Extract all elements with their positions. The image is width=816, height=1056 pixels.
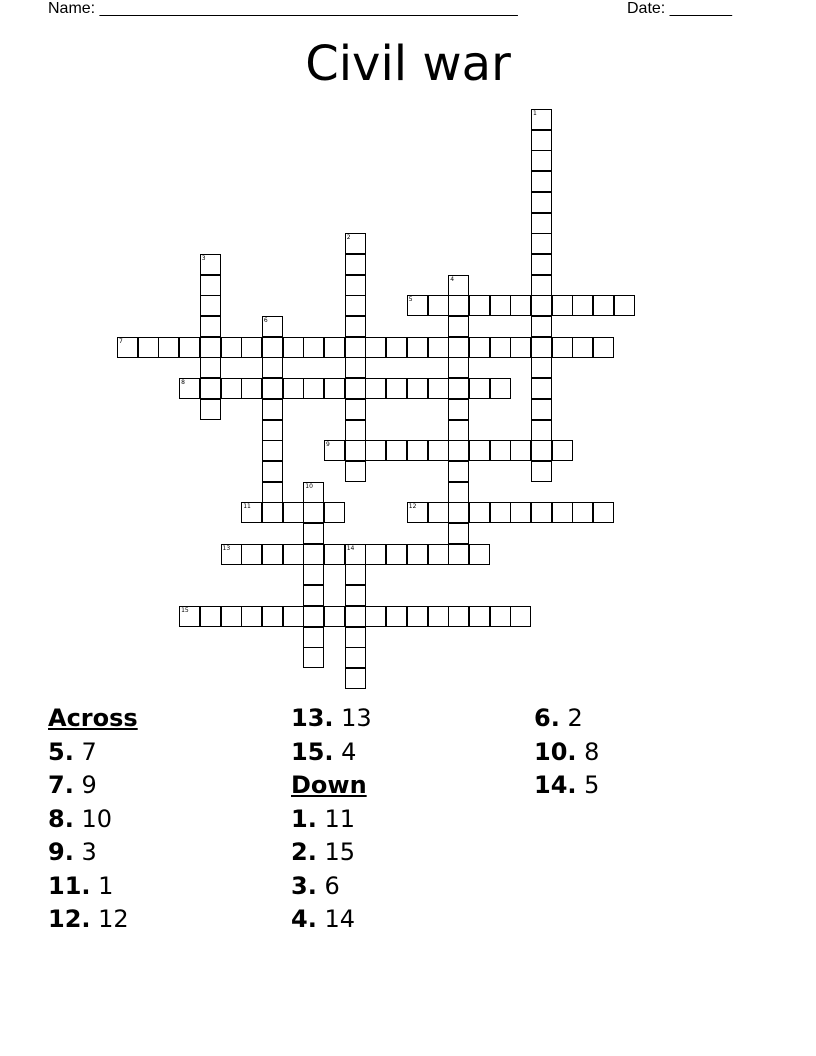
clue-number: 12. xyxy=(48,905,91,933)
clues-column-3 xyxy=(534,702,599,803)
grid-cell[interactable] xyxy=(324,440,345,461)
grid-cell[interactable] xyxy=(490,606,511,627)
clue-text: 5 xyxy=(584,771,600,799)
grid-cell[interactable] xyxy=(531,399,552,420)
grid-cell[interactable] xyxy=(345,275,366,296)
date-field-label: Date: _______ xyxy=(627,0,732,17)
clue-across-13 xyxy=(291,702,372,736)
grid-cell[interactable] xyxy=(552,440,573,461)
grid-cell[interactable] xyxy=(262,378,283,399)
grid-cell[interactable] xyxy=(345,668,366,689)
grid-cell[interactable] xyxy=(117,337,138,358)
clue-text: 15 xyxy=(324,838,356,866)
clue-number: 9. xyxy=(48,838,74,866)
clue-text: 1 xyxy=(98,871,114,900)
grid-cell[interactable] xyxy=(552,295,573,316)
grid-cell[interactable] xyxy=(303,544,324,565)
grid-cell[interactable] xyxy=(303,627,324,648)
grid-cell[interactable] xyxy=(200,316,221,337)
clue-down-3 xyxy=(291,870,372,904)
clue-number: 2. xyxy=(291,838,317,866)
clue-number: 14. xyxy=(534,771,577,799)
grid-cell[interactable] xyxy=(428,337,449,358)
grid-cell[interactable] xyxy=(241,378,262,399)
grid-cell[interactable] xyxy=(510,606,531,627)
grid-cell[interactable] xyxy=(345,440,366,461)
cell-number: 8 xyxy=(181,379,185,387)
grid-cell[interactable] xyxy=(448,378,469,399)
grid-cell[interactable] xyxy=(303,378,324,399)
grid-cell[interactable] xyxy=(200,399,221,420)
cell-number: 13 xyxy=(222,544,231,552)
grid-cell[interactable] xyxy=(200,337,221,358)
grid-cell[interactable] xyxy=(407,337,428,358)
grid-cell[interactable] xyxy=(303,585,324,606)
grid-cell[interactable] xyxy=(593,337,614,358)
grid-cell[interactable] xyxy=(386,606,407,627)
across-heading: Across xyxy=(48,704,138,732)
grid-cell[interactable] xyxy=(262,420,283,441)
grid-cell[interactable] xyxy=(490,295,511,316)
clue-number: 7. xyxy=(48,771,74,799)
clue-down-10 xyxy=(534,736,599,770)
grid-cell[interactable] xyxy=(469,337,490,358)
grid-cell[interactable] xyxy=(345,647,366,668)
grid-cell[interactable] xyxy=(138,337,159,358)
grid-cell[interactable] xyxy=(179,378,200,399)
grid-cell[interactable] xyxy=(324,544,345,565)
clue-text: 3 xyxy=(81,838,97,866)
grid-cell[interactable] xyxy=(531,461,552,482)
clue-down-14 xyxy=(534,769,599,803)
clue-across-11 xyxy=(48,870,138,904)
cell-number: 7 xyxy=(119,337,123,345)
clue-text: 7 xyxy=(81,737,97,766)
cell-number: 3 xyxy=(201,254,206,262)
grid-cell[interactable] xyxy=(200,378,221,399)
clue-text: 9 xyxy=(81,771,97,799)
clue-text: 6 xyxy=(324,871,340,900)
grid-cell[interactable] xyxy=(572,502,593,523)
clue-number: 1. xyxy=(291,804,317,833)
grid-cell[interactable] xyxy=(200,254,221,275)
grid-cell[interactable] xyxy=(345,461,366,482)
clue-text: 10 xyxy=(81,804,113,833)
grid-cell[interactable] xyxy=(552,502,573,523)
clue-down-1 xyxy=(291,803,372,837)
grid-cell[interactable] xyxy=(428,378,449,399)
grid-cell[interactable] xyxy=(345,316,366,337)
grid-cell[interactable] xyxy=(531,192,552,213)
grid-cell[interactable] xyxy=(531,357,552,378)
grid-cell[interactable] xyxy=(345,627,366,648)
grid-cell[interactable] xyxy=(283,544,304,565)
grid-cell[interactable] xyxy=(345,337,366,358)
clues-column-1 xyxy=(48,702,138,937)
cell-number: 11 xyxy=(243,503,251,511)
grid-cell[interactable] xyxy=(345,420,366,441)
clue-number: 11. xyxy=(48,871,91,900)
grid-cell[interactable] xyxy=(200,357,221,378)
grid-cell[interactable] xyxy=(469,606,490,627)
grid-cell[interactable] xyxy=(262,337,283,358)
grid-cell[interactable] xyxy=(510,295,531,316)
grid-cell[interactable] xyxy=(531,275,552,296)
cell-number: 2 xyxy=(346,234,351,242)
grid-cell[interactable] xyxy=(345,378,366,399)
grid-cell[interactable] xyxy=(303,337,324,358)
grid-cell[interactable] xyxy=(572,295,593,316)
grid-cell[interactable] xyxy=(324,337,345,358)
puzzle-title: Civil war xyxy=(305,36,511,92)
grid-cell[interactable] xyxy=(221,378,242,399)
clue-number: 6. xyxy=(534,704,560,732)
grid-cell[interactable] xyxy=(283,606,304,627)
cell-number: 12 xyxy=(408,503,417,511)
grid-cell[interactable] xyxy=(531,213,552,234)
grid-cell[interactable] xyxy=(510,337,531,358)
grid-cell[interactable] xyxy=(448,316,469,337)
grid-cell[interactable] xyxy=(262,357,283,378)
clue-text: 13 xyxy=(341,704,372,732)
grid-cell[interactable] xyxy=(386,378,407,399)
clue-down-6 xyxy=(534,702,599,736)
grid-cell[interactable] xyxy=(407,295,428,316)
grid-cell[interactable] xyxy=(448,399,469,420)
grid-cell[interactable] xyxy=(365,337,386,358)
clue-across-5 xyxy=(48,736,138,770)
grid-cell[interactable] xyxy=(241,544,262,565)
grid-cell[interactable] xyxy=(262,482,283,503)
grid-cell[interactable] xyxy=(490,440,511,461)
grid-cell[interactable] xyxy=(469,295,490,316)
grid-cell[interactable] xyxy=(365,544,386,565)
grid-cell[interactable] xyxy=(345,357,366,378)
grid-cell[interactable] xyxy=(531,109,552,130)
grid-cell[interactable] xyxy=(510,502,531,523)
grid-cell[interactable] xyxy=(407,502,428,523)
clue-down-2 xyxy=(291,836,372,870)
grid-cell[interactable] xyxy=(345,399,366,420)
grid-cell[interactable] xyxy=(283,378,304,399)
grid-cell[interactable] xyxy=(303,523,324,544)
clue-text: 12 xyxy=(98,905,129,933)
clue-number: 10. xyxy=(534,737,577,766)
grid-cell[interactable] xyxy=(490,378,511,399)
grid-cell[interactable] xyxy=(407,544,428,565)
grid-cell[interactable] xyxy=(448,461,469,482)
clue-text: 11 xyxy=(324,804,356,833)
grid-cell[interactable] xyxy=(262,316,283,337)
clue-across-12 xyxy=(48,903,138,937)
grid-cell[interactable] xyxy=(303,482,324,503)
down-heading: Down xyxy=(291,771,367,799)
clue-text: 2 xyxy=(567,704,583,732)
cell-number: 15 xyxy=(181,606,189,614)
grid-cell[interactable] xyxy=(448,357,469,378)
clue-text: 14 xyxy=(324,905,356,933)
cell-number: 9 xyxy=(326,441,330,449)
cell-number: 14 xyxy=(346,544,355,552)
clue-number: 13. xyxy=(291,704,334,732)
grid-cell[interactable] xyxy=(428,606,449,627)
grid-cell[interactable] xyxy=(448,275,469,296)
grid-cell[interactable] xyxy=(365,378,386,399)
grid-cell[interactable] xyxy=(531,130,552,151)
clue-across-7 xyxy=(48,769,138,803)
grid-cell[interactable] xyxy=(531,420,552,441)
clue-across-8 xyxy=(48,803,138,837)
grid-cell[interactable] xyxy=(262,544,283,565)
grid-cell[interactable] xyxy=(262,461,283,482)
clue-down-4 xyxy=(291,903,372,937)
grid-cell[interactable] xyxy=(283,502,304,523)
grid-cell[interactable] xyxy=(407,606,428,627)
clue-across-15 xyxy=(291,736,372,770)
grid-cell[interactable] xyxy=(200,295,221,316)
cell-number: 6 xyxy=(263,317,268,324)
grid-cell[interactable] xyxy=(531,254,552,275)
clue-number: 8. xyxy=(48,804,74,833)
cell-number: 4 xyxy=(450,275,455,283)
grid-cell[interactable] xyxy=(593,295,614,316)
clues-column-2 xyxy=(291,702,372,937)
grid-cell[interactable] xyxy=(448,523,469,544)
grid-cell[interactable] xyxy=(448,502,469,523)
grid-cell[interactable] xyxy=(262,502,283,523)
clue-number: 4. xyxy=(291,905,317,933)
grid-cell[interactable] xyxy=(365,606,386,627)
grid-cell[interactable] xyxy=(490,337,511,358)
grid-cell[interactable] xyxy=(262,440,283,461)
grid-cell[interactable] xyxy=(448,440,469,461)
grid-cell[interactable] xyxy=(241,337,262,358)
clue-number: 15. xyxy=(291,737,334,766)
cell-number: 1 xyxy=(533,110,537,117)
grid-cell[interactable] xyxy=(345,564,366,585)
grid-cell[interactable] xyxy=(469,502,490,523)
grid-cell[interactable] xyxy=(345,585,366,606)
grid-cell[interactable] xyxy=(448,420,469,441)
grid-cell[interactable] xyxy=(407,440,428,461)
grid-cell[interactable] xyxy=(572,337,593,358)
clue-number: 3. xyxy=(291,871,317,900)
cell-number: 5 xyxy=(408,296,413,304)
grid-cell[interactable] xyxy=(365,440,386,461)
clue-number: 5. xyxy=(48,737,74,766)
grid-cell[interactable] xyxy=(531,171,552,192)
grid-cell[interactable] xyxy=(531,440,552,461)
grid-cell[interactable] xyxy=(179,337,200,358)
grid-cell[interactable] xyxy=(531,233,552,254)
grid-cell[interactable] xyxy=(469,544,490,565)
grid-cell[interactable] xyxy=(448,544,469,565)
grid-cell[interactable] xyxy=(221,337,242,358)
grid-cell[interactable] xyxy=(241,606,262,627)
grid-cell[interactable] xyxy=(345,254,366,275)
grid-cell[interactable] xyxy=(241,502,262,523)
grid-cell[interactable] xyxy=(324,502,345,523)
grid-cell[interactable] xyxy=(469,378,490,399)
grid-cell[interactable] xyxy=(490,502,511,523)
grid-cell[interactable] xyxy=(593,502,614,523)
grid-cell[interactable] xyxy=(386,440,407,461)
grid-cell[interactable] xyxy=(324,378,345,399)
grid-cell[interactable] xyxy=(448,606,469,627)
grid-cell[interactable] xyxy=(324,606,345,627)
name-field-label: Name: _______________________________________________ xyxy=(48,0,518,17)
grid-cell[interactable] xyxy=(614,295,635,316)
grid-cell[interactable] xyxy=(200,275,221,296)
grid-cell[interactable] xyxy=(531,378,552,399)
grid-cell[interactable] xyxy=(179,606,200,627)
grid-cell[interactable] xyxy=(158,337,179,358)
grid-cell[interactable] xyxy=(283,337,304,358)
grid-cell[interactable] xyxy=(303,564,324,585)
grid-cell[interactable] xyxy=(448,295,469,316)
grid-cell[interactable] xyxy=(552,337,573,358)
grid-cell[interactable] xyxy=(345,295,366,316)
grid-cell[interactable] xyxy=(448,482,469,503)
grid-cell[interactable] xyxy=(428,440,449,461)
grid-cell[interactable] xyxy=(345,606,366,627)
grid-cell[interactable] xyxy=(345,544,366,565)
grid-cell[interactable] xyxy=(262,606,283,627)
grid-cell[interactable] xyxy=(531,337,552,358)
grid-cell[interactable] xyxy=(386,337,407,358)
grid-cell[interactable] xyxy=(221,606,242,627)
grid-cell[interactable] xyxy=(386,544,407,565)
grid-cell[interactable] xyxy=(303,606,324,627)
clue-text: 8 xyxy=(584,737,600,766)
grid-cell[interactable] xyxy=(407,378,428,399)
grid-cell[interactable] xyxy=(428,295,449,316)
grid-cell[interactable] xyxy=(345,233,366,254)
grid-cell[interactable] xyxy=(428,544,449,565)
grid-cell[interactable] xyxy=(428,502,449,523)
grid-cell[interactable] xyxy=(531,502,552,523)
clue-text: 4 xyxy=(341,737,357,766)
grid-cell[interactable] xyxy=(221,544,242,565)
grid-cell[interactable] xyxy=(531,295,552,316)
grid-cell[interactable] xyxy=(510,440,531,461)
grid-cell[interactable] xyxy=(262,399,283,420)
grid-cell[interactable] xyxy=(531,316,552,337)
grid-cell[interactable] xyxy=(303,502,324,523)
grid-cell[interactable] xyxy=(531,150,552,171)
grid-cell[interactable] xyxy=(448,337,469,358)
grid-cell[interactable] xyxy=(303,647,324,668)
grid-cell[interactable] xyxy=(469,440,490,461)
clue-across-9 xyxy=(48,836,138,870)
grid-cell[interactable] xyxy=(200,606,221,627)
cell-number: 10 xyxy=(305,482,313,490)
